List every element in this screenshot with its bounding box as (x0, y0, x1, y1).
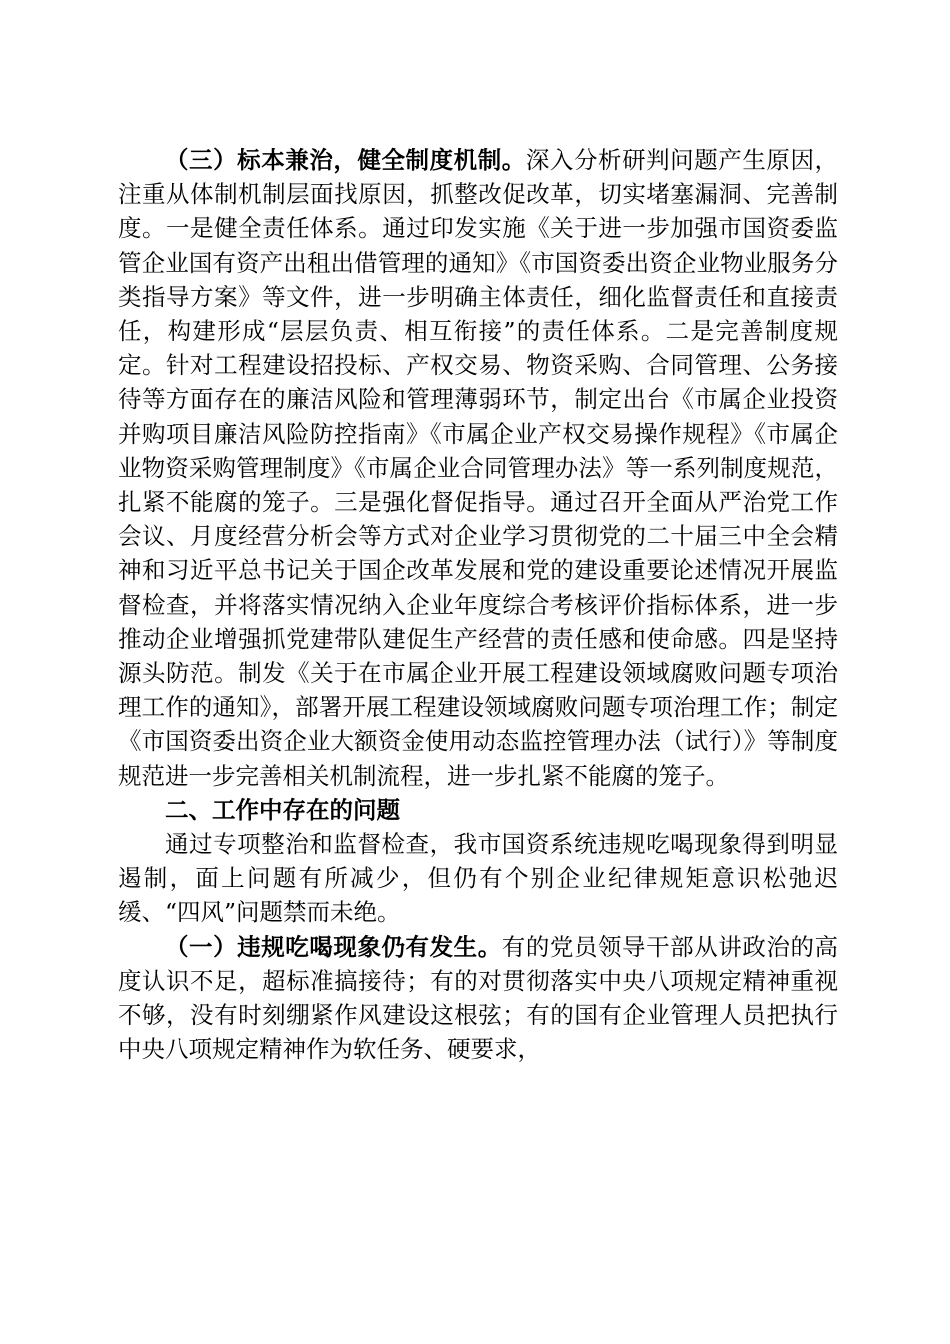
paragraph-lead-heading: （三）标本兼治，健全制度机制。 (165, 146, 526, 174)
section-heading-problems: 二、工作中存在的问题 (165, 795, 400, 824)
paragraph-body: 有的党员领导干部从讲政治的高度认识不足，超标准搞接待；有的对贯彻落实中央八项规定精神重视不够，没有时刻绷紧作风建设这根弦；有的国有企业管理人员把执行中央八项规定精神作为软任务、硬要求， (118, 932, 839, 1064)
paragraph-body: 深入分析研判问题产生原因，注重从体制机制层面找原因，抓整改促改革，切实堵塞漏洞、完善制度。一是健全责任体系。通过印发实施《关于进一步加强市国资委监管企业国有资产出租出借管理的通知》《市国资委出资企业物业服务分类指导方案》等文件，进一步明确主体责任，细化监督责任和直接责任，构建形成“层层负责、相互衔接”的责任体系。二是完善制度规定。针对工程建设招投标、产权交易、物资采购、合同管理、公务接待等方面存在的廉洁风险和管理薄弱环节，制定出台《市属企业投资并购项目廉洁风险防控指南》《市属企业产权交易操作规程》《市属企业物资采购管理制度》《市属企业合同管理办法》等一系列制度规范，扎紧不能腐的笼子。三是强化督促指导。通过召开全面从严治党工作会议、月度经营分析会等方式对企业学习贯彻党的二十届三中全会精神和习近平总书记关于国企改革发展和党的建设重要论述情况开展监督检查，并将落实情况纳入企业年度综合考核评价指标体系，进一步推动企业增强抓党建带队建促生产经营的责任感和使命感。四是坚持源头防范。制发《关于在市属企业开展工程建设领域腐败问题专项治理工作的通知》，部署开展工程建设领域腐败问题专项治理工作；制定《市国资委出资企业大额资金使用动态监控管理办法（试行）》等制度规范进一步完善相关机制流程，进一步扎紧不能腐的笼子。 (118, 146, 839, 790)
paragraph-improper-dining (118, 930, 838, 1067)
paragraph-problems-overview: 通过专项整治和监督检查，我市国资系统违规吃喝现象得到明显遏制，面上问题有所减少，但仍有个别企业纪律规矩意识松弛迟缓、“四风”问题禁而未绝。 (118, 830, 838, 927)
paragraph-institutional-mechanisms (118, 143, 838, 793)
paragraph-lead-heading: （一）违规吃喝现象仍有发生。 (165, 932, 502, 961)
document-page (118, 143, 838, 1066)
